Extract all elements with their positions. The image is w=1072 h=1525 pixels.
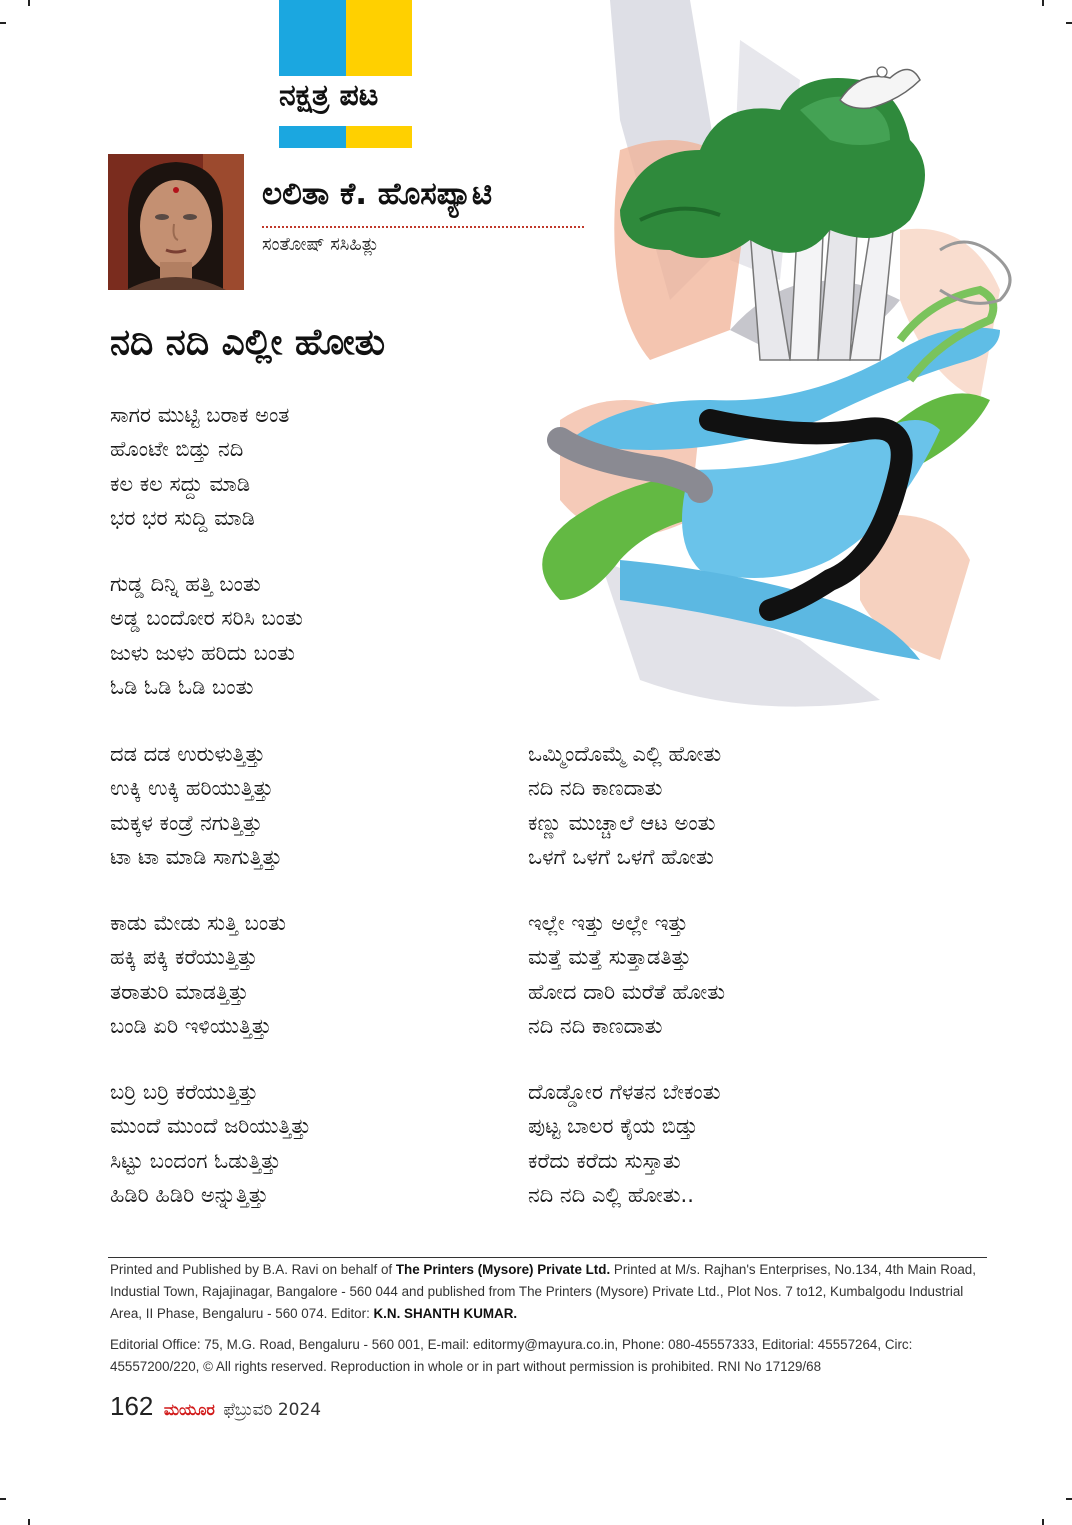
poem-line: ತರಾತುರಿ ಮಾಡತ್ತಿತ್ತು	[110, 979, 249, 1004]
stanza	[110, 737, 510, 874]
poem-line: ಜುಳು ಜುಳು ಹರಿದು ಬಂತು	[110, 640, 295, 665]
stanza	[528, 906, 928, 1043]
stanza	[528, 737, 928, 874]
poem-line: ಬರ್ರಿ ಬರ್ರಿ ಕರೆಯುತ್ತಿತ್ತು	[110, 1080, 259, 1104]
poem-line: ಮತ್ತೆ ಮತ್ತೆ ಸುತ್ತಾಡತಿತ್ತು	[528, 945, 692, 970]
poem-line: ಒಳಗೆ ಒಳಗೆ ಒಳಗೆ ಹೋತು	[528, 844, 714, 869]
poem-line: ಹಿಡಿರಿ ಹಿಡಿರಿ ಅನ್ನುತ್ತಿತ್ತು	[110, 1182, 269, 1207]
poem-line: ಕರೆದು ಕರೆದು ಸುಸ್ತಾತು	[528, 1148, 681, 1173]
issue-date: ಫೆಬ್ರುವರಿ 2024	[223, 1400, 322, 1420]
crop-mark	[1066, 1498, 1072, 1500]
poem-line: ಉಕ್ಕಿ ಉಕ್ಕಿ ಹರಿಯುತ್ತಿತ್ತು	[110, 776, 274, 801]
stanza	[110, 398, 510, 535]
poem-line: ಪುಟ್ಟ ಬಾಲರ ಕೈಯ ಬಿಡ್ತು	[528, 1114, 698, 1139]
poem-line: ದಡ ದಡ ಉರುಳುತ್ತಿತ್ತು	[110, 742, 266, 766]
crop-mark	[1042, 1519, 1044, 1525]
page-footer	[110, 1391, 321, 1422]
stanza	[110, 906, 510, 1043]
crop-mark	[1066, 22, 1072, 24]
crop-mark	[28, 1519, 30, 1525]
editorial-office-info: Editorial Office: 75, M.G. Road, Bengaluru - 560 001, E-mail: editormy@mayura.co.in, Phone: 080-45557333, Editorial: 45557264, Circ: 45557200/220, © All rights reserved. Reproduction in whole or in part without permission is prohibited. RNI No 17129/68	[110, 1337, 913, 1374]
footer-rule	[108, 1257, 987, 1258]
poem-line: ಹೊಂಟೇ ಬಿಡ್ತು ನದಿ	[110, 437, 244, 462]
magazine-logo: ಮಯೂರ	[163, 1400, 215, 1419]
crop-mark	[28, 0, 30, 6]
stanza	[110, 567, 510, 704]
poem-line: ಕಣ್ಣು ಮುಚ್ಚಾಲೆ ಆಟ ಅಂತು	[528, 810, 716, 835]
poem-line: ಒಮ್ಮಿಂದೊಮ್ಮೆ ಎಲ್ಲಿ ಹೋತು	[528, 742, 722, 766]
poem-title: ನದಿ ನದಿ ಎಲ್ಲೀ ಹೋತು	[110, 322, 386, 363]
poem-line: ದೊಡ್ಡೋರ ಗೆಳತನ ಬೇಕಂತು	[528, 1080, 721, 1104]
poem-line: ಓಡಿ ಓಡಿ ಓಡಿ ಬಂತು	[110, 674, 254, 699]
poem-line: ಇಲ್ಲೇ ಇತ್ತು ಅಲ್ಲೇ ಇತ್ತು	[528, 911, 688, 935]
poem-line: ಹೋದ ದಾರಿ ಮರೆತೆ ಹೋತು	[528, 979, 726, 1004]
poem-line: ಟಾ ಟಾ ಮಾಡಿ ಸಾಗುತ್ತಿತ್ತು	[110, 844, 283, 869]
page-number: 162	[110, 1391, 154, 1421]
imprint-text: Printed at M/s. Rajhan's Enterprises, No.134, 4th Main Road, Industial Town, Rajajinagar, Bangalore - 560 044 and published from The Printers (Mysore) Private Ltd., Plot Nos. 7 to12, Kumbalgodu Industrial Area, II Phase, Bengaluru - 560 074. Editor:	[110, 1262, 976, 1321]
logo-block-blue	[279, 0, 346, 76]
poem-line: ಭರ ಭರ ಸುದ್ದಿ ಮಾಡಿ	[110, 505, 255, 530]
imprint-paragraph	[110, 1259, 990, 1325]
poem-line: ಬಂಡಿ ಏರಿ ಇಳಿಯುತ್ತಿತ್ತು	[110, 1013, 272, 1038]
poem-line: ಹಕ್ಕಿ ಪಕ್ಕಿ ಕರೆಯುತ್ತಿತ್ತು	[110, 945, 258, 970]
poet-name: ಲಲಿತಾ ಕೆ. ಹೊಸಪ್ಯಾಟಿ	[262, 176, 493, 212]
poem-line: ಮುಂದೆ ಮುಂದೆ ಜರಿಯುತ್ತಿತ್ತು	[110, 1114, 311, 1139]
section-logo	[279, 0, 412, 150]
poem-line: ನದಿ ನದಿ ಎಲ್ಲಿ ಹೋತು..	[528, 1182, 694, 1207]
logo-bar-yellow	[346, 126, 412, 148]
crop-mark	[0, 1498, 6, 1500]
publisher-name: The Printers (Mysore) Private Ltd.	[395, 1262, 611, 1277]
imprint-text: Printed and Published by B.A. Ravi on behalf of	[110, 1262, 396, 1277]
poem-line: ಮಕ್ಕಳ ಕಂಡ್ರೆ ನಗುತ್ತಿತ್ತು	[110, 810, 263, 835]
stanza	[110, 1075, 510, 1212]
editor-name: K.N. SHANTH KUMAR.	[373, 1306, 518, 1321]
poet-photo	[108, 154, 244, 290]
poem-line: ಗುಡ್ಡ ದಿನ್ನಿ ಹತ್ತಿ ಬಂತು	[110, 572, 261, 596]
poem-line: ಸಾಗರ ಮುಟ್ಟಿ ಬರಾಕ ಅಂತ	[110, 403, 290, 427]
logo-bar-blue	[279, 126, 346, 148]
crop-mark	[0, 22, 6, 24]
stanza	[528, 1075, 928, 1212]
poem-line: ನದಿ ನದಿ ಕಾಣದಾತು	[528, 1013, 663, 1038]
logo-block-yellow	[346, 0, 412, 76]
poem-line: ಅಡ್ಡ ಬಂದೋರ ಸರಿಸಿ ಬಂತು	[110, 606, 303, 631]
section-title: ನಕ್ಷತ್ರ ಪಟ	[279, 78, 379, 113]
poem-line: ಕಾಡು ಮೇಡು ಸುತ್ತಿ ಬಂತು	[110, 911, 286, 935]
poem-line: ಸಿಟ್ಟು ಬಂದಂಗ ಓಡುತ್ತಿತ್ತು	[110, 1148, 281, 1173]
illustration-credit: ಸಂತೋಷ್ ಸಸಿಹಿತ್ಲು	[262, 234, 380, 255]
poem-line: ನದಿ ನದಿ ಕಾಣದಾತು	[528, 776, 663, 801]
poem-line: ಕಲ ಕಲ ಸದ್ದು ಮಾಡಿ	[110, 471, 251, 496]
river-illustration	[500, 0, 1060, 725]
